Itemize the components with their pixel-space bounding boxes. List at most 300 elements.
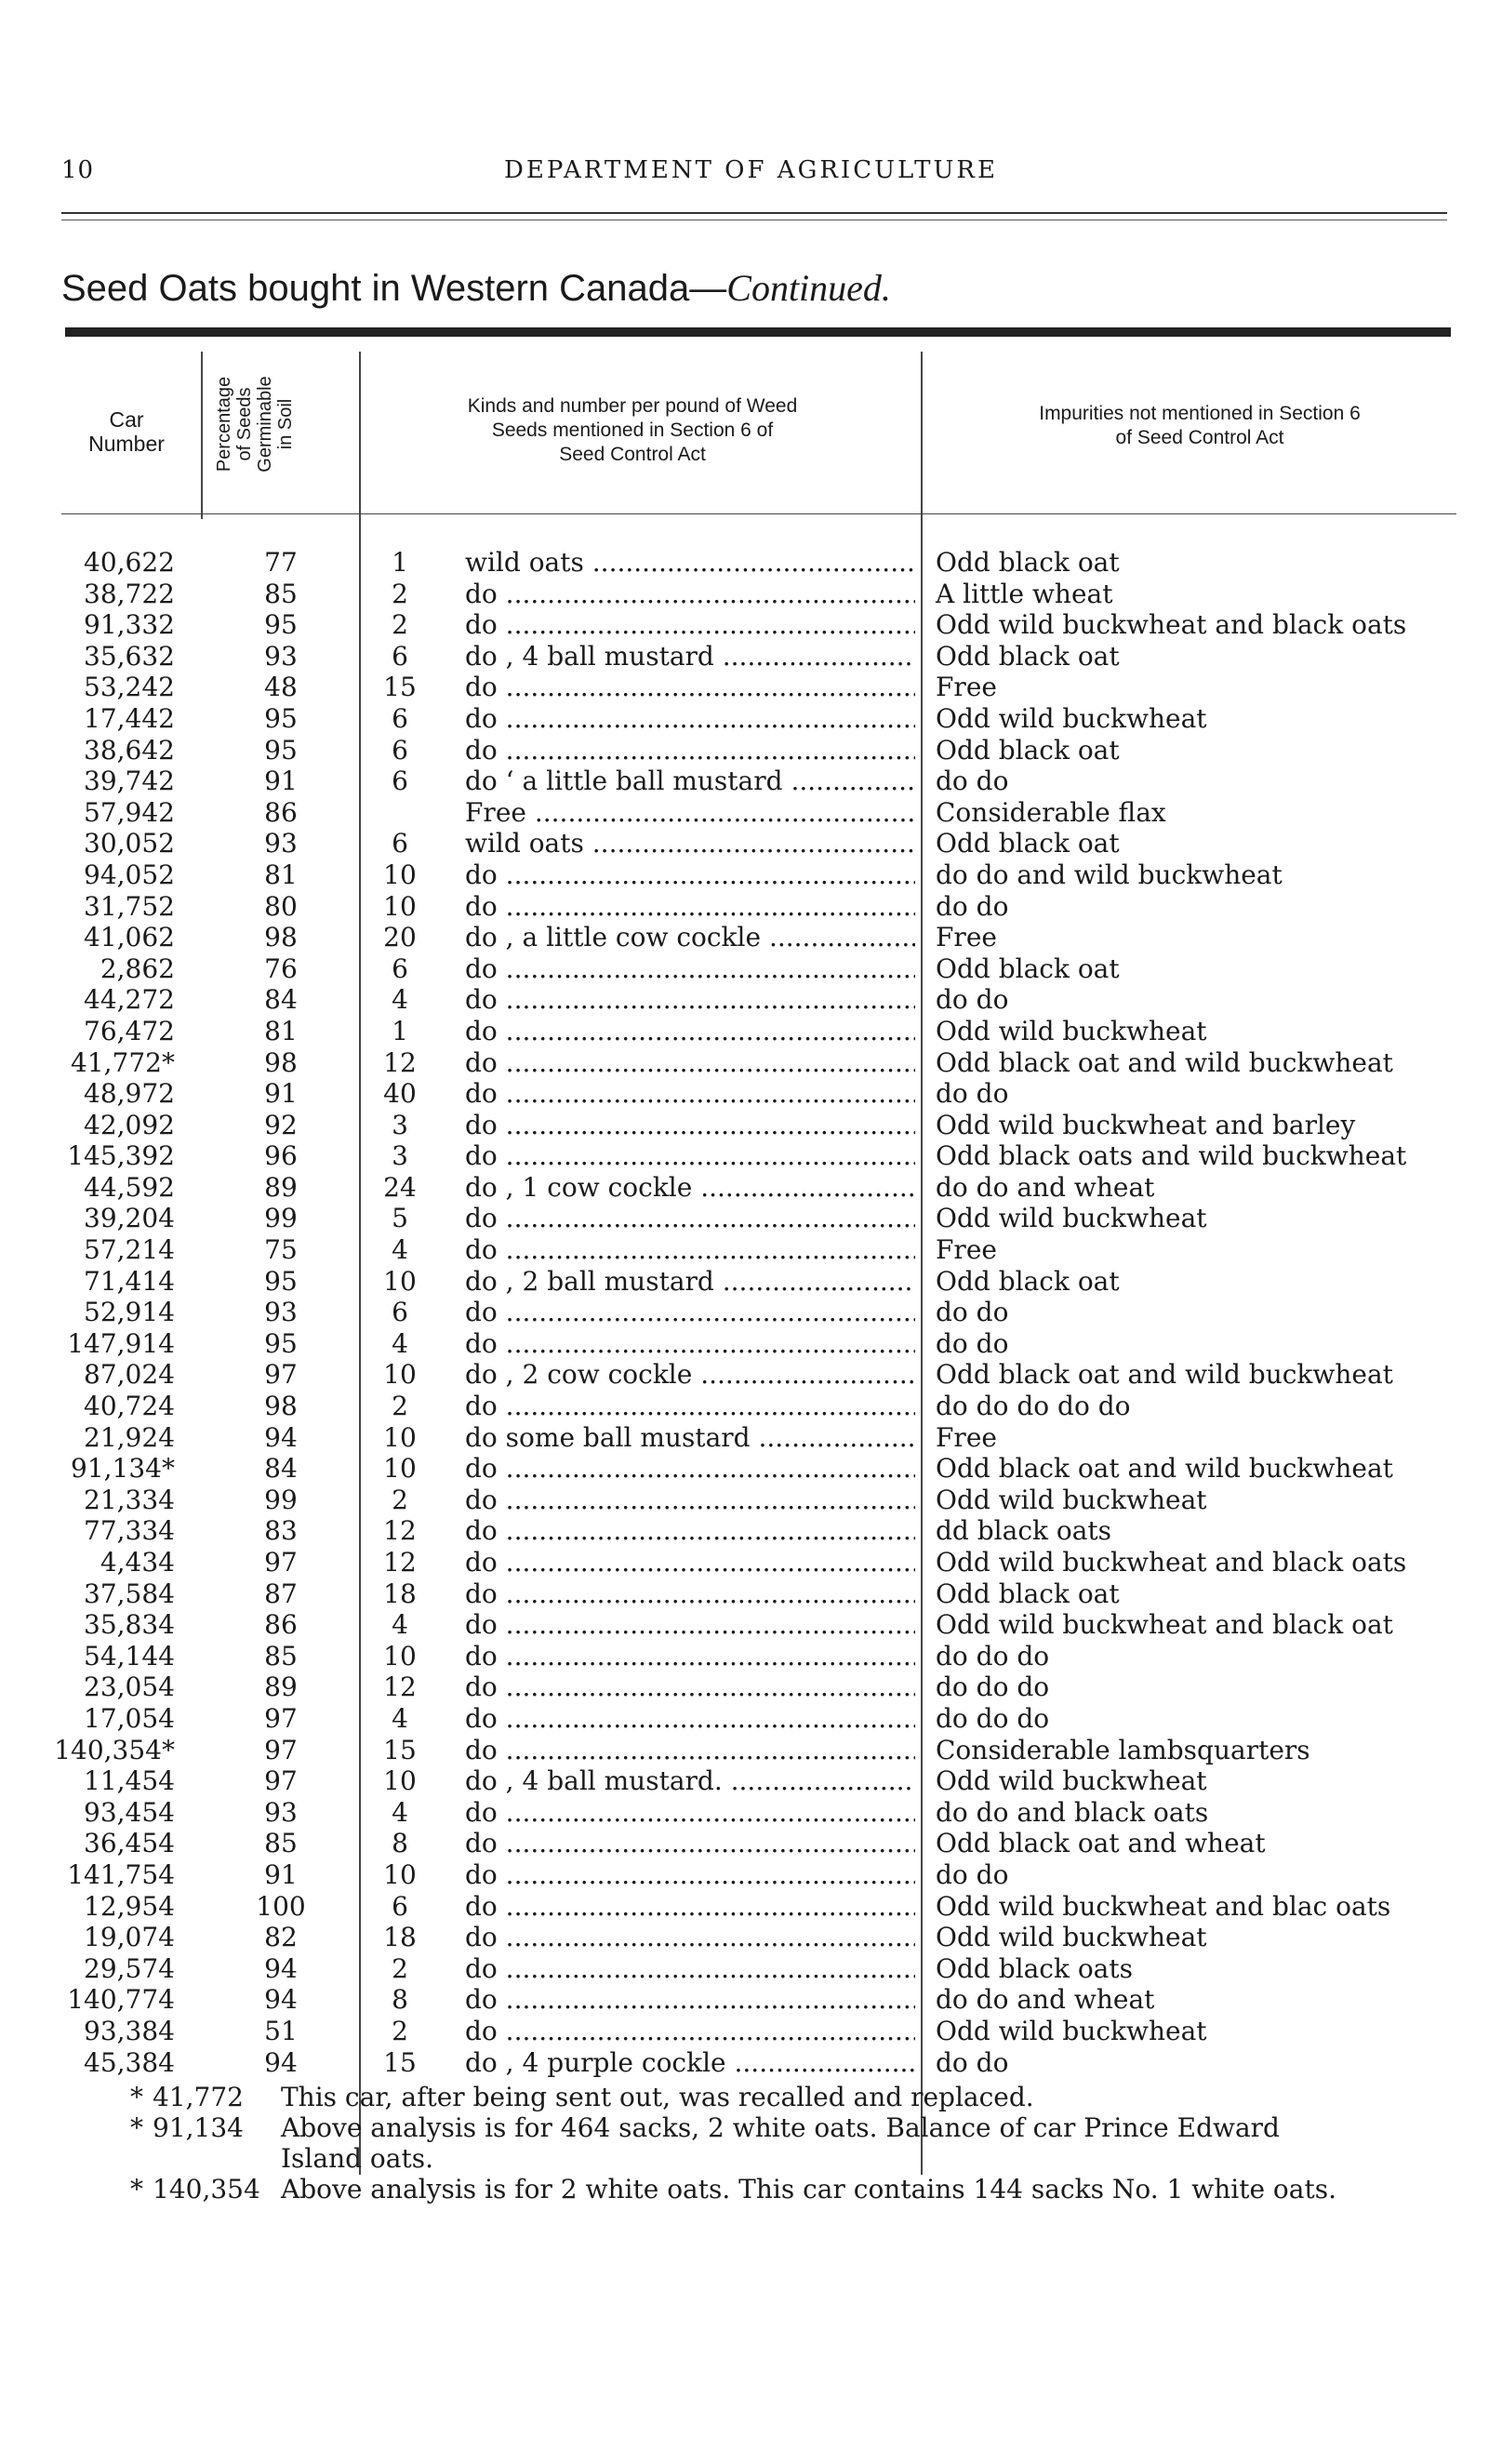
impurities-cell: Odd wild buckwheat [936,1765,1207,1797]
car-number-cell: 39,742 [84,766,175,797]
car-number-cell: 52,914 [84,1297,175,1328]
weed-kind-cell: do ..... [465,1547,915,1578]
car-number-cell: 4,434 [100,1547,175,1578]
impurities-cell: Odd wild buckwheat and black oat [936,1609,1393,1641]
weed-kind-cell: do ..... [465,953,915,985]
percentage-cell: 98 [264,922,298,953]
weed-kind-cell: do ..... [465,703,915,735]
footnote [0,2082,1502,2112]
car-number-cell: 37,584 [84,1578,175,1609]
header-line: Seeds mentioned in Section 6 of [491,420,774,441]
car-number-cell: 44,592 [84,1171,175,1203]
car-number-cell: 21,924 [84,1421,175,1453]
car-number-cell: 12,954 [84,1890,175,1922]
car-number-cell: 23,054 [84,1672,175,1703]
car-number-cell: 30,052 [84,828,175,859]
weed-count-cell: 2 [392,578,408,609]
weed-count-cell: 10 [383,1453,417,1485]
car-number-cell: 145,392 [67,1140,175,1172]
weed-kind-cell: do ‘ a little ball mustard ..... [465,766,915,797]
weed-kind-cell: do ..... [465,1047,915,1079]
table-row [0,828,1502,859]
header-line: Impurities not mentioned in Section 6 [1039,403,1361,424]
car-number-cell: 141,754 [67,1858,175,1890]
weed-count-cell: 2 [392,1952,408,1984]
table-row [0,1266,1502,1298]
weed-kind-cell: do ..... [465,579,915,610]
percentage-cell: 94 [264,1984,298,2016]
weed-count-cell: 10 [383,890,417,922]
weed-kind-cell: do ..... [465,1297,915,1328]
car-number-cell: 140,354* [54,1734,175,1765]
weed-count-cell: 15 [383,1734,417,1765]
weed-count-cell: 10 [383,1359,417,1391]
table-row [0,1110,1502,1141]
car-number-cell: 77,334 [84,1515,175,1547]
header-line: of Seed Control Act [1115,427,1284,448]
impurities-cell: Free [936,922,997,953]
impurities-cell: Odd black oat and wheat [936,1828,1266,1859]
weed-kind-cell: do ..... [465,1515,915,1547]
impurities-cell: Odd black oat [936,734,1120,766]
impurities-cell: do do [936,1078,1009,1110]
weed-kind-cell: do ..... [465,1203,915,1234]
impurities-cell: dd black oats [936,1515,1112,1547]
table-row [0,579,1502,610]
percentage-cell: 95 [264,609,298,641]
footnote-car: 41,772 [153,2082,244,2112]
weed-count-cell: 1 [392,547,408,578]
percentage-cell: 98 [264,1391,298,1422]
percentage-cell: 98 [264,1046,298,1078]
table-row [0,2016,1502,2047]
impurities-cell: Odd wild buckwheat and barley [936,1109,1356,1140]
header-line: Kinds and number per pound of Weed [467,395,798,417]
impurities-cell: Odd black oat [936,1265,1120,1297]
car-number-cell: 39,204 [84,1203,175,1234]
car-number-cell: 93,384 [84,2015,175,2046]
running-head: DEPARTMENT OF AGRICULTURE [504,156,998,184]
impurities-cell: A little wheat [936,578,1113,609]
weed-kind-cell: do , 1 cow cockle ..... [465,1172,915,1204]
car-number-cell: 48,972 [84,1078,175,1110]
impurities-cell: do do do [936,1702,1050,1734]
car-number-cell: 17,442 [84,702,175,734]
car-number-cell: 2,862 [100,952,175,984]
footnote-text: Above analysis is for 2 white oats. This car contains 144 sacks No. 1 white oats. [281,2174,1336,2204]
percentage-cell: 86 [264,796,298,828]
impurities-cell: Odd wild buckwheat [936,1922,1207,1953]
impurities-cell: Odd black oats and wild buckwheat [936,1140,1407,1172]
weed-kind-cell: do ..... [465,1234,915,1266]
weed-count-cell: 18 [383,1922,417,1953]
table-row [0,797,1502,829]
car-number-cell: 45,384 [84,2046,175,2078]
weed-kind-cell: do ..... [465,1797,915,1829]
car-number-cell: 94,052 [84,859,175,890]
table-row [0,891,1502,923]
percentage-cell: 82 [264,1922,298,1953]
table-row [0,1984,1502,2016]
weed-kind-cell: do ..... [465,1672,915,1703]
header-line: Germinable [255,376,275,473]
footnote-text: This car, after being sent out, was recalled and replaced. [281,2082,1034,2112]
percentage-cell: 93 [264,640,298,672]
weed-kind-cell: do ..... [465,609,915,641]
weed-count-cell: 6 [392,766,408,797]
impurities-cell: Odd black oat [936,547,1120,578]
car-number-cell: 54,144 [84,1640,175,1672]
footnote-car: 91,134 [153,2112,244,2143]
weed-count-cell: 6 [392,1890,408,1922]
table-row [0,735,1502,766]
percentage-cell: 94 [264,2046,298,2078]
weed-count-cell: 6 [392,734,408,766]
car-number-cell: 35,834 [84,1609,175,1641]
percentage-cell: 99 [264,1484,298,1515]
impurities-cell: do do do do do [936,1391,1131,1422]
table-row [0,922,1502,953]
car-number-cell: 41,062 [84,922,175,953]
percentage-cell: 85 [264,1640,298,1672]
car-number-cell: 17,054 [84,1702,175,1734]
weed-kind-cell: do ..... [465,859,915,891]
page-number: 10 [61,156,95,184]
weed-count-cell: 10 [383,1265,417,1297]
percentage-cell: 94 [264,1421,298,1453]
weed-kind-cell: do , 4 ball mustard. ..... [465,1765,915,1797]
table-row [0,1953,1502,1985]
percentage-cell: 93 [264,828,298,859]
impurities-cell: Odd wild buckwheat [936,1484,1207,1515]
weed-count-cell: 6 [392,952,408,984]
table-row [0,672,1502,703]
header-percentage [205,352,344,510]
impurities-cell: Odd wild buckwheat and black oats [936,609,1407,641]
weed-count-cell: 5 [392,1203,408,1234]
weed-kind-cell: do ..... [465,1110,915,1141]
percentage-cell: 97 [264,1702,298,1734]
weed-kind-cell: do ..... [465,2016,915,2047]
weed-kind-cell: do ..... [465,1735,915,1766]
percentage-cell: 97 [264,1359,298,1391]
weed-count-cell: 3 [392,1140,408,1172]
percentage-cell: 97 [264,1734,298,1765]
header-line: Seed Control Act [559,444,706,465]
footnote-text: Above analysis is for 464 sacks, 2 white oats. Balance of car Prince Edward [281,2112,1280,2143]
weed-count-cell: 24 [383,1171,417,1203]
impurities-cell: Odd black oat and wild buckwheat [936,1453,1393,1485]
weed-count-cell: 18 [383,1578,417,1609]
impurities-cell: Odd black oat and wild buckwheat [936,1046,1393,1078]
percentage-cell: 92 [264,1109,298,1140]
percentage-cell: 91 [264,1078,298,1110]
header-kinds [372,394,893,467]
weed-count-cell: 15 [383,672,417,703]
weed-count-cell: 4 [392,1327,408,1359]
impurities-cell: Odd black oat [936,952,1120,984]
car-number-cell: 35,632 [84,640,175,672]
header-percentage-rotated [214,350,296,499]
table-row [0,1359,1502,1391]
table-row [0,2047,1502,2079]
percentage-cell: 83 [264,1515,298,1547]
car-number-cell: 29,574 [84,1952,175,1984]
weed-count-cell: 12 [383,1672,417,1703]
car-number-cell: 40,622 [84,547,175,578]
percentage-cell: 89 [264,1171,298,1203]
weed-kind-cell: do ..... [465,672,915,703]
weed-count-cell: 4 [392,1234,408,1266]
car-number-cell: 71,414 [84,1265,175,1297]
weed-count-cell: 10 [383,1858,417,1890]
car-number-cell: 36,454 [84,1828,175,1859]
header-line: Car [109,407,144,432]
weed-kind-cell: do , a little cow cockle ..... [465,922,915,953]
table-row [0,609,1502,641]
table-row [0,1859,1502,1891]
weed-kind-cell: do ..... [465,1953,915,1985]
table-row [0,859,1502,891]
table-row [0,1485,1502,1516]
impurities-cell: Odd wild buckwheat [936,2015,1207,2046]
table-body [0,547,1502,2078]
percentage-cell: 89 [264,1672,298,1703]
header-line: in Soil [275,398,296,450]
car-number-cell: 42,092 [84,1109,175,1140]
impurities-cell: do do and wheat [936,1171,1155,1203]
percentage-cell: 84 [264,1453,298,1485]
percentage-cell: 75 [264,1234,298,1266]
table-row [0,1203,1502,1234]
impurities-cell: do do [936,1858,1009,1890]
impurities-cell: Free [936,672,997,703]
footnote-mark: * [130,2112,143,2143]
weed-count-cell: 2 [392,2015,408,2046]
car-number-cell: 91,332 [84,609,175,641]
impurities-cell: do do do [936,1640,1050,1672]
weed-kind-cell: do , 4 purple cockle ..... [465,2047,915,2079]
table-row [0,1297,1502,1328]
weed-kind-cell: do ..... [465,1328,915,1360]
impurities-cell: do do [936,766,1009,797]
footnote-mark: * [130,2174,143,2204]
weed-kind-cell: do ..... [465,1453,915,1485]
header-bottom-rule [61,513,1456,514]
table-row [0,984,1502,1016]
footnote-mark: * [130,2082,143,2112]
footnotes [0,2082,1502,2204]
weed-kind-cell: wild oats ..... [465,547,915,579]
table-row [0,1547,1502,1578]
impurities-cell: do do [936,1297,1009,1328]
weed-count-cell: 15 [383,2046,417,2078]
impurities-cell: Free [936,1234,997,1266]
weed-kind-cell: do , 2 ball mustard ..... [465,1266,915,1298]
weed-count-cell: 3 [392,1109,408,1140]
percentage-cell: 85 [264,578,298,609]
impurities-cell: Odd wild buckwheat [936,1203,1207,1234]
percentage-cell: 77 [264,547,298,578]
car-number-cell: 38,642 [84,734,175,766]
impurities-cell: do do and wild buckwheat [936,859,1283,890]
impurities-cell: Odd wild buckwheat [936,1015,1207,1046]
header-impurities [930,402,1469,450]
header-line: Percentage [214,376,234,473]
percentage-cell: 95 [264,734,298,766]
table-row [0,703,1502,735]
percentage-cell: 95 [264,1265,298,1297]
impurities-cell: Odd black oat [936,828,1120,859]
car-number-cell: 140,774 [67,1984,175,2016]
weed-kind-cell: do ..... [465,1891,915,1923]
impurities-cell: do do and wheat [936,1984,1155,2016]
car-number-cell: 57,214 [84,1234,175,1266]
weed-count-cell: 1 [392,1015,408,1046]
impurities-cell: do do [936,1327,1009,1359]
weed-count-cell: 4 [392,984,408,1016]
car-number-cell: 31,752 [84,890,175,922]
footnote-car: 140,354 [153,2174,260,2204]
impurities-cell: do do [936,984,1009,1016]
table-row [0,1735,1502,1766]
table-row [0,1047,1502,1079]
weed-kind-cell: do ..... [465,1984,915,2016]
impurities-cell: do do [936,2046,1009,2078]
table-row [0,1641,1502,1672]
header-line: Number [88,432,165,456]
weed-count-cell: 6 [392,828,408,859]
table-row [0,1234,1502,1266]
weed-count-cell: 8 [392,1828,408,1859]
table-row [0,1891,1502,1923]
weed-count-cell: 2 [392,1484,408,1515]
table-row [0,1922,1502,1953]
car-number-cell: 38,722 [84,578,175,609]
header-rule [61,212,1447,214]
car-number-cell: 40,724 [84,1391,175,1422]
car-number-cell: 44,272 [84,984,175,1016]
weed-kind-cell: do ..... [465,984,915,1016]
car-number-cell: 93,454 [84,1796,175,1828]
percentage-cell: 95 [264,702,298,734]
weed-kind-cell: wild oats ..... [465,828,915,859]
percentage-cell: 84 [264,984,298,1016]
percentage-cell: 91 [264,1858,298,1890]
section-title [61,266,891,310]
table-row [0,1328,1502,1360]
car-number-cell: 57,942 [84,796,175,828]
weed-count-cell: 6 [392,702,408,734]
car-number-cell: 11,454 [84,1765,175,1797]
heavy-rule [65,327,1451,337]
percentage-cell: 94 [264,1952,298,1984]
car-number-cell: 21,334 [84,1484,175,1515]
impurities-cell: Considerable flax [936,796,1166,828]
table-row [0,1703,1502,1735]
footnote [0,2143,1502,2174]
impurities-cell: do do and black oats [936,1796,1209,1828]
weed-kind-cell: do some ball mustard ..... [465,1422,915,1454]
table-row [0,547,1502,579]
section-title-text: Seed Oats bought in Western Canada— [61,268,727,309]
table-row [0,1016,1502,1047]
percentage-cell: 87 [264,1578,298,1609]
weed-kind-cell: do ..... [465,1609,915,1641]
impurities-cell: Odd wild buckwheat and blac oats [936,1890,1391,1922]
weed-kind-cell: do ..... [465,1859,915,1891]
car-number-cell: 19,074 [84,1922,175,1953]
impurities-cell: do do do [936,1672,1050,1703]
weed-count-cell: 4 [392,1702,408,1734]
table-row [0,1578,1502,1610]
section-title-italic: Continued. [726,267,891,309]
weed-count-cell: 2 [392,609,408,641]
table-row [0,1609,1502,1641]
impurities-cell: Odd black oats [936,1952,1133,1984]
impurities-cell: Free [936,1421,997,1453]
impurities-cell: Odd wild buckwheat [936,702,1207,734]
impurities-cell: Odd black oat [936,1578,1120,1609]
weed-kind-cell: do ..... [465,1078,915,1110]
weed-count-cell: 6 [392,640,408,672]
weed-kind-cell: do , 2 cow cockle ..... [465,1359,915,1391]
weed-count-cell: 2 [392,1391,408,1422]
impurities-cell: Odd black oat [936,640,1120,672]
footnote-text: Island oats. [281,2143,434,2174]
percentage-cell: 86 [264,1609,298,1641]
weed-kind-cell: do ..... [465,1703,915,1735]
weed-count-cell: 4 [392,1609,408,1641]
percentage-cell: 93 [264,1297,298,1328]
percentage-cell: 95 [264,1327,298,1359]
table-row [0,766,1502,797]
weed-count-cell: 10 [383,1765,417,1797]
percentage-cell: 80 [264,890,298,922]
weed-count-cell: 10 [383,1640,417,1672]
table-row [0,1672,1502,1703]
car-number-cell: 91,134* [71,1453,175,1485]
table-row [0,1453,1502,1485]
impurities-cell: Odd wild buckwheat and black oats [936,1547,1407,1578]
table-row [0,1140,1502,1172]
percentage-cell: 93 [264,1796,298,1828]
weed-count-cell: 10 [383,859,417,890]
car-number-cell: 53,242 [84,672,175,703]
weed-kind-cell: do ..... [465,1922,915,1953]
weed-kind-cell: do ..... [465,1140,915,1172]
percentage-cell: 99 [264,1203,298,1234]
percentage-cell: 97 [264,1547,298,1578]
impurities-cell: Odd black oat and wild buckwheat [936,1359,1393,1391]
table-row [0,641,1502,673]
table-row [0,1515,1502,1547]
footnote [0,2174,1502,2204]
weed-kind-cell: do ..... [465,891,915,923]
car-number-cell: 87,024 [84,1359,175,1391]
weed-kind-cell: do , 4 ball mustard ..... [465,641,915,673]
table-row [0,1422,1502,1454]
percentage-cell: 97 [264,1765,298,1797]
weed-count-cell: 12 [383,1046,417,1078]
impurities-cell: do do [936,890,1009,922]
percentage-cell: 48 [264,672,298,703]
weed-count-cell: 4 [392,1796,408,1828]
percentage-cell: 96 [264,1140,298,1172]
footnote [0,2112,1502,2143]
table-row [0,953,1502,985]
weed-kind-cell: do ..... [465,1485,915,1516]
